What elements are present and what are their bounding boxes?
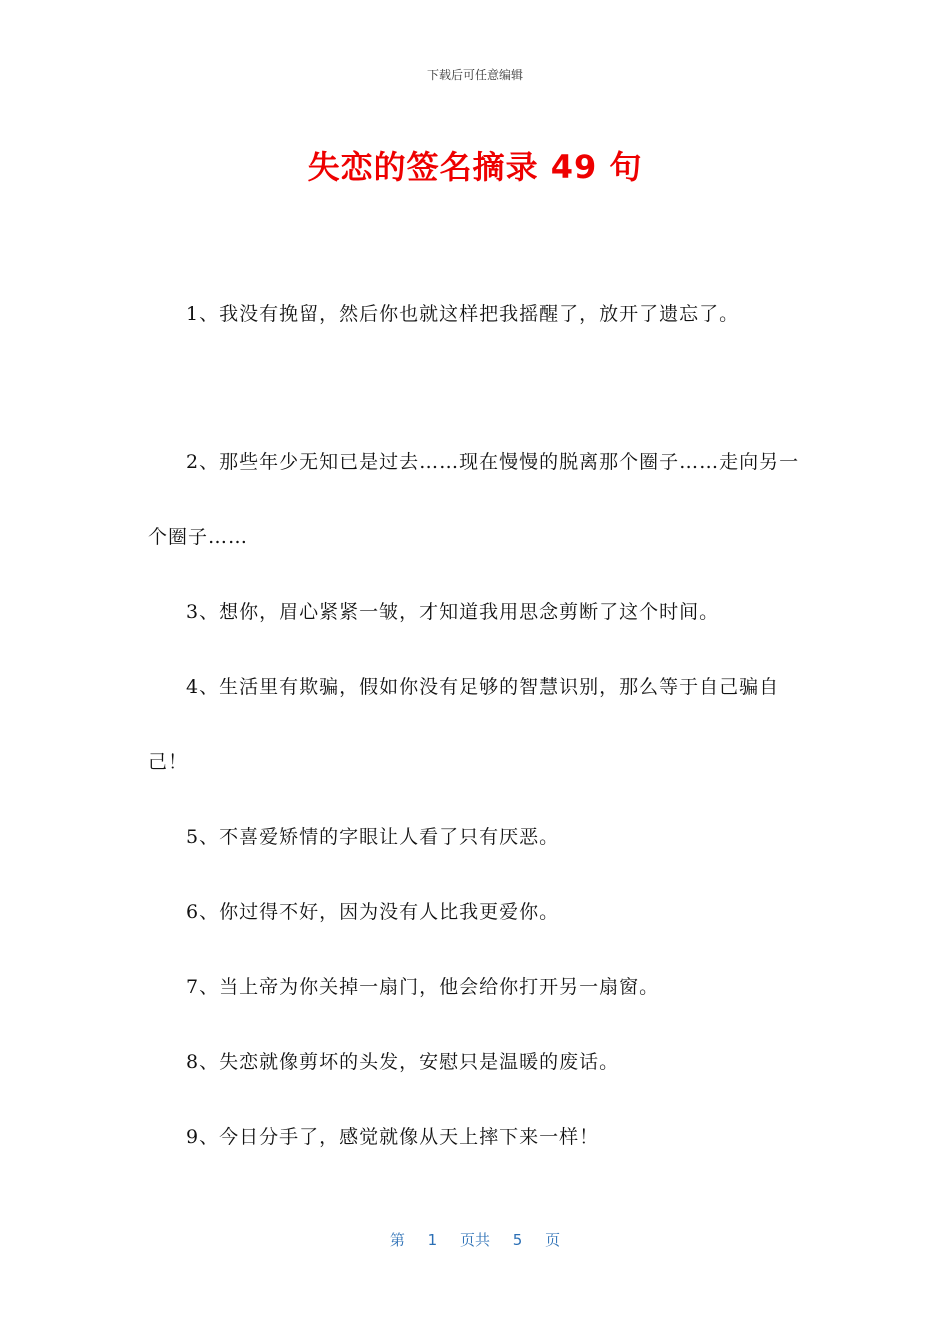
paragraph-6: 6、你过得不好，因为没有人比我更爱你。	[186, 901, 560, 923]
page-footer-page-number: 第 1 页共 5 页	[389, 1231, 561, 1249]
document-body	[148, 277, 808, 1175]
paragraph-2: 2、那些年少无知已是过去……现在慢慢的脱离那个圈子……走向另一个圈子……	[148, 451, 800, 548]
paragraph-7: 7、当上帝为你关掉一扇门，他会给你打开另一扇窗。	[186, 976, 660, 998]
document-title: 失恋的签名摘录 49 句	[307, 148, 643, 186]
page-header-note: 下载后可任意编辑	[426, 68, 523, 82]
paragraph-1: 1、我没有挽留，然后你也就这样把我摇醒了，放开了遗忘了。	[186, 303, 740, 325]
paragraph-5: 5、不喜爱矫情的字眼让人看了只有厌恶。	[186, 826, 560, 848]
paragraph-4: 4、生活里有欺骗，假如你没有足够的智慧识别，那么等于自己骗自己！	[148, 676, 780, 773]
paragraph-3: 3、想你，眉心紧紧一皱，才知道我用思念剪断了这个时间。	[186, 601, 720, 623]
paragraph-9: 9、今日分手了，感觉就像从天上摔下来一样！	[186, 1126, 600, 1148]
paragraph-8: 8、失恋就像剪坏的头发，安慰只是温暖的废话。	[186, 1051, 620, 1073]
